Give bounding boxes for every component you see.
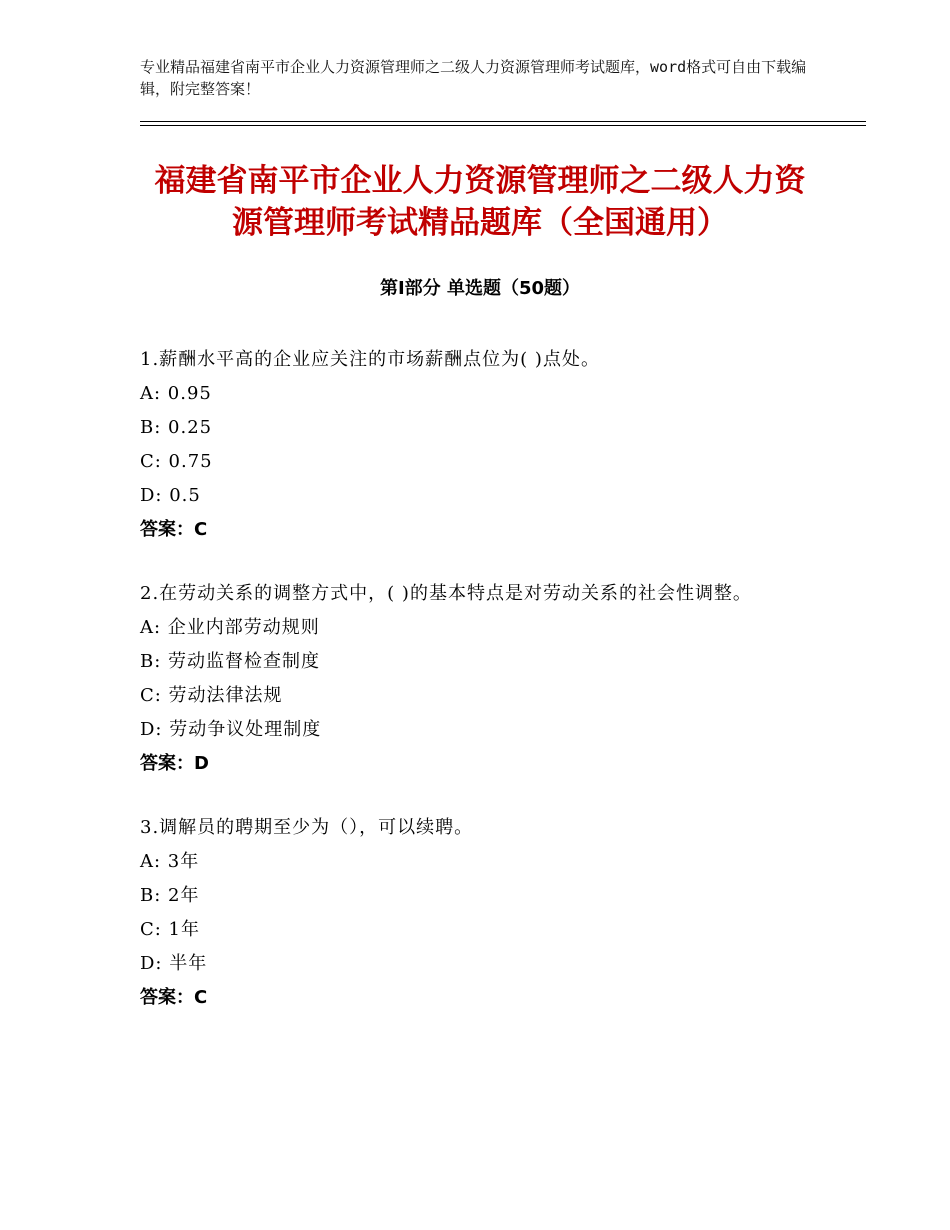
question-stem: 2.在劳动关系的调整方式中，( )的基本特点是对劳动关系的社会性调整。 <box>140 583 752 604</box>
header-rule-top <box>140 121 866 122</box>
header-note: 专业精品福建省南平市企业人力资源管理师之二级人力资源管理师考试题库，word格式可自由下载编辑，附完整答案！ <box>140 58 807 98</box>
question-list <box>140 343 820 1045</box>
answer-line: 答案：D <box>140 753 209 774</box>
option-c: C: 劳动法律法规 <box>140 685 283 706</box>
option-b: B: 2年 <box>140 885 200 906</box>
question-stem: 1.薪酬水平高的企业应关注的市场薪酬点位为( )点处。 <box>140 349 600 370</box>
question-2 <box>140 577 820 781</box>
option-a: A: 3年 <box>140 851 200 872</box>
option-a: A: 企业内部劳动规则 <box>140 617 320 638</box>
option-a: A: 0.95 <box>140 383 212 404</box>
option-d: D: 0.5 <box>140 485 201 506</box>
document-title: 福建省南平市企业人力资源管理师之二级人力资源管理师考试精品题库（全国通用） <box>154 163 806 241</box>
question-1 <box>140 343 820 547</box>
option-d: D: 半年 <box>140 953 208 974</box>
question-3 <box>140 811 820 1015</box>
question-stem: 3.调解员的聘期至少为（），可以续聘。 <box>140 817 474 838</box>
answer-line: 答案：C <box>140 519 208 540</box>
section-title: 第Ⅰ部分 单选题（50题） <box>379 278 580 299</box>
option-c: C: 0.75 <box>140 451 213 472</box>
option-b: B: 0.25 <box>140 417 213 438</box>
option-d: D: 劳动争议处理制度 <box>140 719 322 740</box>
option-b: B: 劳动监督检查制度 <box>140 651 321 672</box>
answer-line: 答案：C <box>140 987 208 1008</box>
header-rule-bottom <box>140 125 866 126</box>
option-c: C: 1年 <box>140 919 201 940</box>
